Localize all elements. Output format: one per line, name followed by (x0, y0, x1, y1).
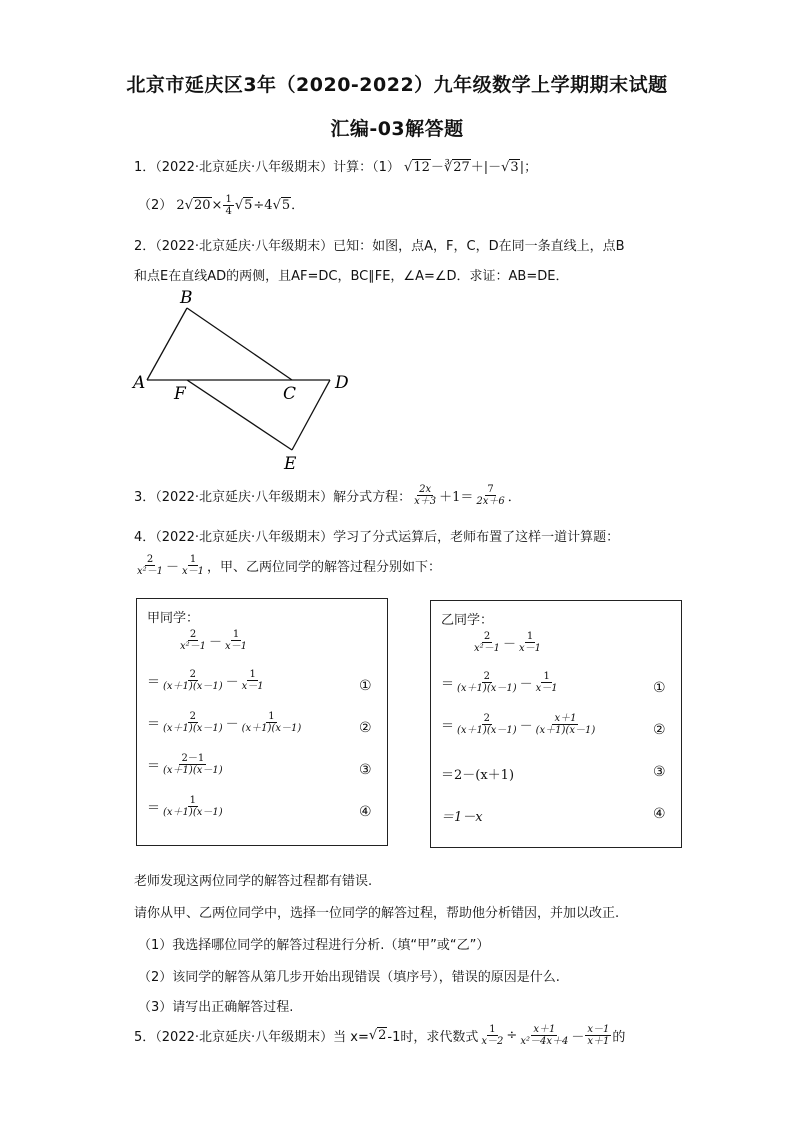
q1-prefix: 1．（2022·北京延庆·八年级期末）计算：（1） (134, 160, 400, 175)
question-4-line-2: $\frac{2}{\text{x²－1}}$ － $\frac{1}{x-1}$ ，甲、乙两位同学的解答过程分别如下： (137, 554, 442, 577)
label-A: A (133, 373, 146, 393)
question-2-line-1: 2．（2022·北京延庆·八年级期末）已知：如图，点A，F，C，D在同一条直线上，点B (134, 239, 625, 254)
yi-step-0: $\frac{2}{\text{x²－1}}$ － $\frac{1}{x-1}$ (474, 631, 542, 654)
label-C: C (283, 384, 297, 404)
q4-sub-3: （3）请写出正确解答过程. (138, 1000, 294, 1015)
yi-step-4: ＝1－x (441, 810, 483, 825)
q1-expression: √12－∛27＋|－√3|； (404, 160, 538, 175)
yi-mark-3: ③ (653, 764, 666, 780)
q3-rhs-fraction: $\frac{7}{2x+6}$ (476, 484, 505, 507)
geometry-figure (130, 288, 360, 478)
document-title: 北京市延庆区3年（2020-2022）九年级数学上学期期末试题 (126, 74, 668, 96)
jia-step-2: ＝ $\frac{2}{(x+1)(x-1)}$ － $\frac{1}{(x+1)(x-1)}$ (147, 711, 302, 734)
student-yi-solution-box (430, 600, 682, 848)
jia-label: 甲同学： (147, 611, 200, 626)
jia-step-3: ＝ $\frac{2-1}{(x+1)(x-1)}$ (147, 753, 223, 776)
label-F: F (174, 384, 186, 404)
yi-mark-2: ② (653, 722, 666, 738)
segment-AB (147, 308, 187, 380)
segment-FE (187, 380, 292, 450)
question-4-line-1: 4．（2022·北京延庆·八年级期末）学习了分式运算后，老师布置了这样一道计算题： (134, 530, 620, 545)
q1-fraction: $\frac{1}{4}$ (225, 194, 232, 217)
question-1 (134, 156, 537, 175)
label-B: B (180, 288, 193, 308)
jia-step-4: ＝ $\frac{1}{(x+1)(x-1)}$ (147, 795, 223, 818)
yi-step-2: ＝ $\frac{2}{(x+1)(x-1)}$ － $\frac{x+1}{(x+1)(x-1)}$ (441, 713, 596, 736)
segment-BC (187, 308, 292, 380)
jia-mark-1: ① (359, 678, 372, 694)
q4-fraction-1: $\frac{2}{\text{x²－1}}$ (137, 554, 164, 577)
q4-sub-2: （2）该同学的解答从第几步开始出现错误（填序号），错误的原因是什么. (138, 970, 560, 985)
q4-after-2: 请你从甲、乙两位同学中，选择一位同学的解答过程，帮助他分析错因，并加以改正. (134, 906, 620, 921)
question-1-part-2: （2） 2√20× $\frac{1}{4}$ √5÷4√5． (138, 194, 305, 217)
jia-mark-2: ② (359, 720, 372, 736)
jia-mark-4: ④ (359, 804, 372, 820)
yi-label: 乙同学： (441, 613, 494, 628)
q4-fraction-2: $\frac{1}{x-1}$ (182, 554, 205, 577)
document-subtitle: 汇编-03解答题 (330, 118, 464, 140)
q4-sub-1: （1）我选择哪位同学的解答过程进行分析.（填“甲”或“乙”） (138, 938, 490, 953)
jia-step-0: $\frac{2}{\text{x²－1}}$ － $\frac{1}{x-1}$ (180, 629, 248, 652)
yi-mark-4: ④ (653, 806, 666, 822)
q4-after-1: 老师发现这两位同学的解答过程都有错误. (134, 874, 373, 889)
jia-step-1: ＝ $\frac{2}{(x+1)(x-1)}$ － $\frac{1}{x-1}$ (147, 669, 264, 692)
yi-mark-1: ① (653, 680, 666, 696)
question-2-line-2: 和点E在直线AD的两侧，且AF=DC，BC∥FE，∠A=∠D．求证：AB=DE． (134, 269, 569, 284)
student-jia-solution-box (136, 598, 388, 846)
question-3: 3．（2022·北京延庆·八年级期末）解分式方程： $\frac{2x}{x+3}$ ＋1＝ $\frac{7}{2x+6}$ ． (134, 484, 521, 507)
question-5: 5．（2022·北京延庆·八年级期末）当 x= √2 -1时，求代数式 $\frac{1}{x-2}$ ÷ $\frac{x+1}{\text{x²－4x＋4}}$ － $\frac{x-1}{x+1}$ 的 (134, 1024, 626, 1047)
yi-step-1: ＝ $\frac{2}{(x+1)(x-1)}$ － $\frac{1}{x-1}$ (441, 671, 558, 694)
jia-mark-3: ③ (359, 762, 372, 778)
q3-lhs-fraction: $\frac{2x}{x+3}$ (414, 484, 437, 507)
label-D: D (335, 373, 349, 393)
segment-DE (292, 380, 330, 450)
yi-step-3: ＝2－(x＋1) (441, 768, 515, 783)
label-E: E (284, 454, 297, 474)
